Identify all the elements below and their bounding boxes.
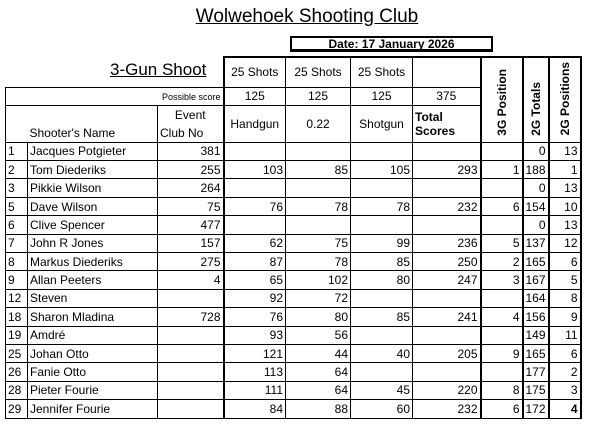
possible-22: 125 <box>286 87 351 105</box>
handgun-score <box>224 179 286 197</box>
total-2g: 0 <box>523 216 549 234</box>
shooter-number: 29 <box>6 400 28 418</box>
position-2g: 11 <box>549 326 581 344</box>
club-number <box>158 344 224 362</box>
total-2g: 156 <box>523 308 549 326</box>
rifle-22-score: 75 <box>286 234 351 252</box>
shotgun-score: 85 <box>351 308 413 326</box>
shooter-number: 19 <box>6 326 28 344</box>
handgun-score <box>224 216 286 234</box>
total-scores-header: Total Scores <box>413 105 481 142</box>
shooter-name: Allan Peeters <box>28 271 158 289</box>
shooter-name: Clive Spencer <box>28 216 158 234</box>
shooter-name: John R Jones <box>28 234 158 252</box>
possible-shotgun: 125 <box>351 87 413 105</box>
rifle-22-score: 44 <box>286 344 351 362</box>
shooter-number: 9 <box>6 271 28 289</box>
position-3g: 3 <box>481 271 523 289</box>
shooter-number: 1 <box>6 142 28 160</box>
date-label: Date: 17 January 2026 <box>290 36 493 52</box>
table-row <box>6 344 581 362</box>
shooter-number: 18 <box>6 308 28 326</box>
position-3g <box>481 289 523 307</box>
shotgun-score <box>351 363 413 381</box>
table-row <box>6 308 581 326</box>
shooter-name: Markus Diederiks <box>28 253 158 271</box>
club-number: 75 <box>158 197 224 215</box>
total-2g: 177 <box>523 363 549 381</box>
handgun-score: 84 <box>224 400 286 418</box>
handgun-score: 121 <box>224 344 286 362</box>
shotgun-score: 40 <box>351 344 413 362</box>
shotgun-score: 99 <box>351 234 413 252</box>
handgun-score: 113 <box>224 363 286 381</box>
total-2g: 188 <box>523 161 549 179</box>
total-score: 293 <box>413 161 481 179</box>
position-3g: 8 <box>481 381 523 399</box>
table-row <box>6 326 581 344</box>
shooter-number: 25 <box>6 344 28 362</box>
total-score: 232 <box>413 400 481 418</box>
table-row <box>6 216 581 234</box>
handgun-score: 111 <box>224 381 286 399</box>
position-3g: 4 <box>481 308 523 326</box>
total-2g: 165 <box>523 344 549 362</box>
total-score <box>413 363 481 381</box>
table-row <box>6 142 581 160</box>
handgun-score: 92 <box>224 289 286 307</box>
col-2g-positions <box>549 57 581 142</box>
event-handgun: Handgun <box>224 105 286 142</box>
possible-total: 375 <box>413 87 481 105</box>
table-row <box>6 289 581 307</box>
position-3g <box>481 326 523 344</box>
shotgun-score <box>351 289 413 307</box>
shooter-name: Dave Wilson <box>28 197 158 215</box>
total-score: 232 <box>413 197 481 215</box>
shooter-name: Sharon Mladina <box>28 308 158 326</box>
table-row <box>6 234 581 252</box>
shots-22: 25 Shots <box>286 57 351 87</box>
total-2g: 172 <box>523 400 549 418</box>
club-number: 4 <box>158 271 224 289</box>
position-2g: 5 <box>549 271 581 289</box>
position-3g: 9 <box>481 344 523 362</box>
shooter-name: Jennifer Fourie <box>28 400 158 418</box>
shots-handgun: 25 Shots <box>224 57 286 87</box>
total-2g: 154 <box>523 197 549 215</box>
handgun-score: 87 <box>224 253 286 271</box>
shotgun-score: 78 <box>351 197 413 215</box>
shooter-number: 28 <box>6 381 28 399</box>
position-3g: 5 <box>481 234 523 252</box>
total-2g: 165 <box>523 253 549 271</box>
handgun-score: 65 <box>224 271 286 289</box>
rifle-22-score <box>286 142 351 160</box>
club-number: 477 <box>158 216 224 234</box>
shooter-number: 6 <box>6 216 28 234</box>
event-label: Event <box>158 105 224 123</box>
handgun-score <box>224 142 286 160</box>
club-number <box>158 400 224 418</box>
shooter-number: 2 <box>6 161 28 179</box>
results-table <box>5 56 582 419</box>
table-row <box>6 179 581 197</box>
total-score: 241 <box>413 308 481 326</box>
club-number: 728 <box>158 308 224 326</box>
handgun-score: 76 <box>224 308 286 326</box>
rifle-22-score: 78 <box>286 253 351 271</box>
shotgun-score: 105 <box>351 161 413 179</box>
possible-handgun: 125 <box>224 87 286 105</box>
shooter-name: Pikkie Wilson <box>28 179 158 197</box>
table-row <box>6 400 581 418</box>
total-2g: 137 <box>523 234 549 252</box>
shotgun-score: 80 <box>351 271 413 289</box>
position-3g: 6 <box>481 197 523 215</box>
shooter-number: 12 <box>6 289 28 307</box>
possible-score-label: Possible score <box>28 87 224 105</box>
col-3g-position <box>481 57 523 142</box>
position-2g: 13 <box>549 179 581 197</box>
results-body <box>6 142 581 418</box>
position-2g: 3 <box>549 381 581 399</box>
rifle-22-score: 64 <box>286 363 351 381</box>
position-3g <box>481 142 523 160</box>
handgun-score: 93 <box>224 326 286 344</box>
shotgun-score: 85 <box>351 253 413 271</box>
rifle-22-score: 88 <box>286 400 351 418</box>
position-3g: 1 <box>481 161 523 179</box>
club-number: 255 <box>158 161 224 179</box>
rifle-22-score <box>286 216 351 234</box>
shotgun-score <box>351 179 413 197</box>
shoot-title: 3-Gun Shoot <box>110 60 207 79</box>
position-3g <box>481 216 523 234</box>
club-number: 275 <box>158 253 224 271</box>
total-2g: 167 <box>523 271 549 289</box>
position-2g: 10 <box>549 197 581 215</box>
position-2g: 4 <box>549 400 581 418</box>
handgun-score: 62 <box>224 234 286 252</box>
shooter-name: Tom Diederiks <box>28 161 158 179</box>
table-row <box>6 363 581 381</box>
club-title: Wolwehoek Shooting Club <box>195 6 419 27</box>
shots-shotgun: 25 Shots <box>351 57 413 87</box>
total-2g: 0 <box>523 142 549 160</box>
shooter-number: 26 <box>6 363 28 381</box>
rifle-22-score: 102 <box>286 271 351 289</box>
rifle-22-score <box>286 179 351 197</box>
club-number: 264 <box>158 179 224 197</box>
event-22: 0.22 <box>286 105 351 142</box>
table-row <box>6 161 581 179</box>
position-3g <box>481 179 523 197</box>
total-score: 236 <box>413 234 481 252</box>
header-shots-row <box>6 57 581 87</box>
position-2g: 6 <box>549 344 581 362</box>
shooter-number: 5 <box>6 197 28 215</box>
position-3g: 2 <box>481 253 523 271</box>
total-2g: 0 <box>523 179 549 197</box>
shotgun-score <box>351 216 413 234</box>
table-row <box>6 271 581 289</box>
rifle-22-score: 80 <box>286 308 351 326</box>
shooter-name: Johan Otto <box>28 344 158 362</box>
total-2g: 164 <box>523 289 549 307</box>
shooter-name: Jacques Potgieter <box>28 142 158 160</box>
shooter-name: Amdré <box>28 326 158 344</box>
total-2g: 149 <box>523 326 549 344</box>
shooter-name-header: Shooter's Name <box>28 124 158 142</box>
shooter-name: Pieter Fourie <box>28 381 158 399</box>
total-score <box>413 326 481 344</box>
handgun-score: 103 <box>224 161 286 179</box>
position-2g: 2 <box>549 363 581 381</box>
shotgun-score: 60 <box>351 400 413 418</box>
col-2g-totals <box>523 57 549 142</box>
rifle-22-score: 85 <box>286 161 351 179</box>
col-2g-positions-label: 2G Positions <box>557 62 572 136</box>
shotgun-score: 45 <box>351 381 413 399</box>
total-score: 220 <box>413 381 481 399</box>
club-number <box>158 381 224 399</box>
club-number <box>158 289 224 307</box>
shooter-name: Fanie Otto <box>28 363 158 381</box>
shooter-number: 7 <box>6 234 28 252</box>
total-score <box>413 289 481 307</box>
event-shotgun: Shotgun <box>351 105 413 142</box>
total-score: 250 <box>413 253 481 271</box>
position-2g: 6 <box>549 253 581 271</box>
rifle-22-score: 78 <box>286 197 351 215</box>
rifle-22-score: 56 <box>286 326 351 344</box>
total-score <box>413 179 481 197</box>
table-row <box>6 253 581 271</box>
col-3g-position-label: 3G Position <box>494 68 509 136</box>
table-row <box>6 197 581 215</box>
shotgun-score <box>351 326 413 344</box>
position-3g <box>481 363 523 381</box>
club-number: 157 <box>158 234 224 252</box>
total-score: 247 <box>413 271 481 289</box>
shotgun-score <box>351 142 413 160</box>
total-score: 205 <box>413 344 481 362</box>
rifle-22-score: 64 <box>286 381 351 399</box>
total-score <box>413 142 481 160</box>
rifle-22-score: 72 <box>286 289 351 307</box>
position-2g: 13 <box>549 142 581 160</box>
position-3g: 6 <box>481 400 523 418</box>
club-number: 381 <box>158 142 224 160</box>
position-2g: 1 <box>549 161 581 179</box>
position-2g: 9 <box>549 308 581 326</box>
total-2g: 175 <box>523 381 549 399</box>
col-2g-totals-label: 2G Totals <box>528 81 543 136</box>
club-no-header: Club No <box>158 124 224 142</box>
table-row <box>6 381 581 399</box>
shooter-number: 3 <box>6 179 28 197</box>
shooter-number: 8 <box>6 253 28 271</box>
position-2g: 13 <box>549 216 581 234</box>
shooter-name: Steven <box>28 289 158 307</box>
club-number <box>158 326 224 344</box>
position-2g: 12 <box>549 234 581 252</box>
handgun-score: 76 <box>224 197 286 215</box>
club-number <box>158 363 224 381</box>
total-score <box>413 216 481 234</box>
position-2g: 8 <box>549 289 581 307</box>
